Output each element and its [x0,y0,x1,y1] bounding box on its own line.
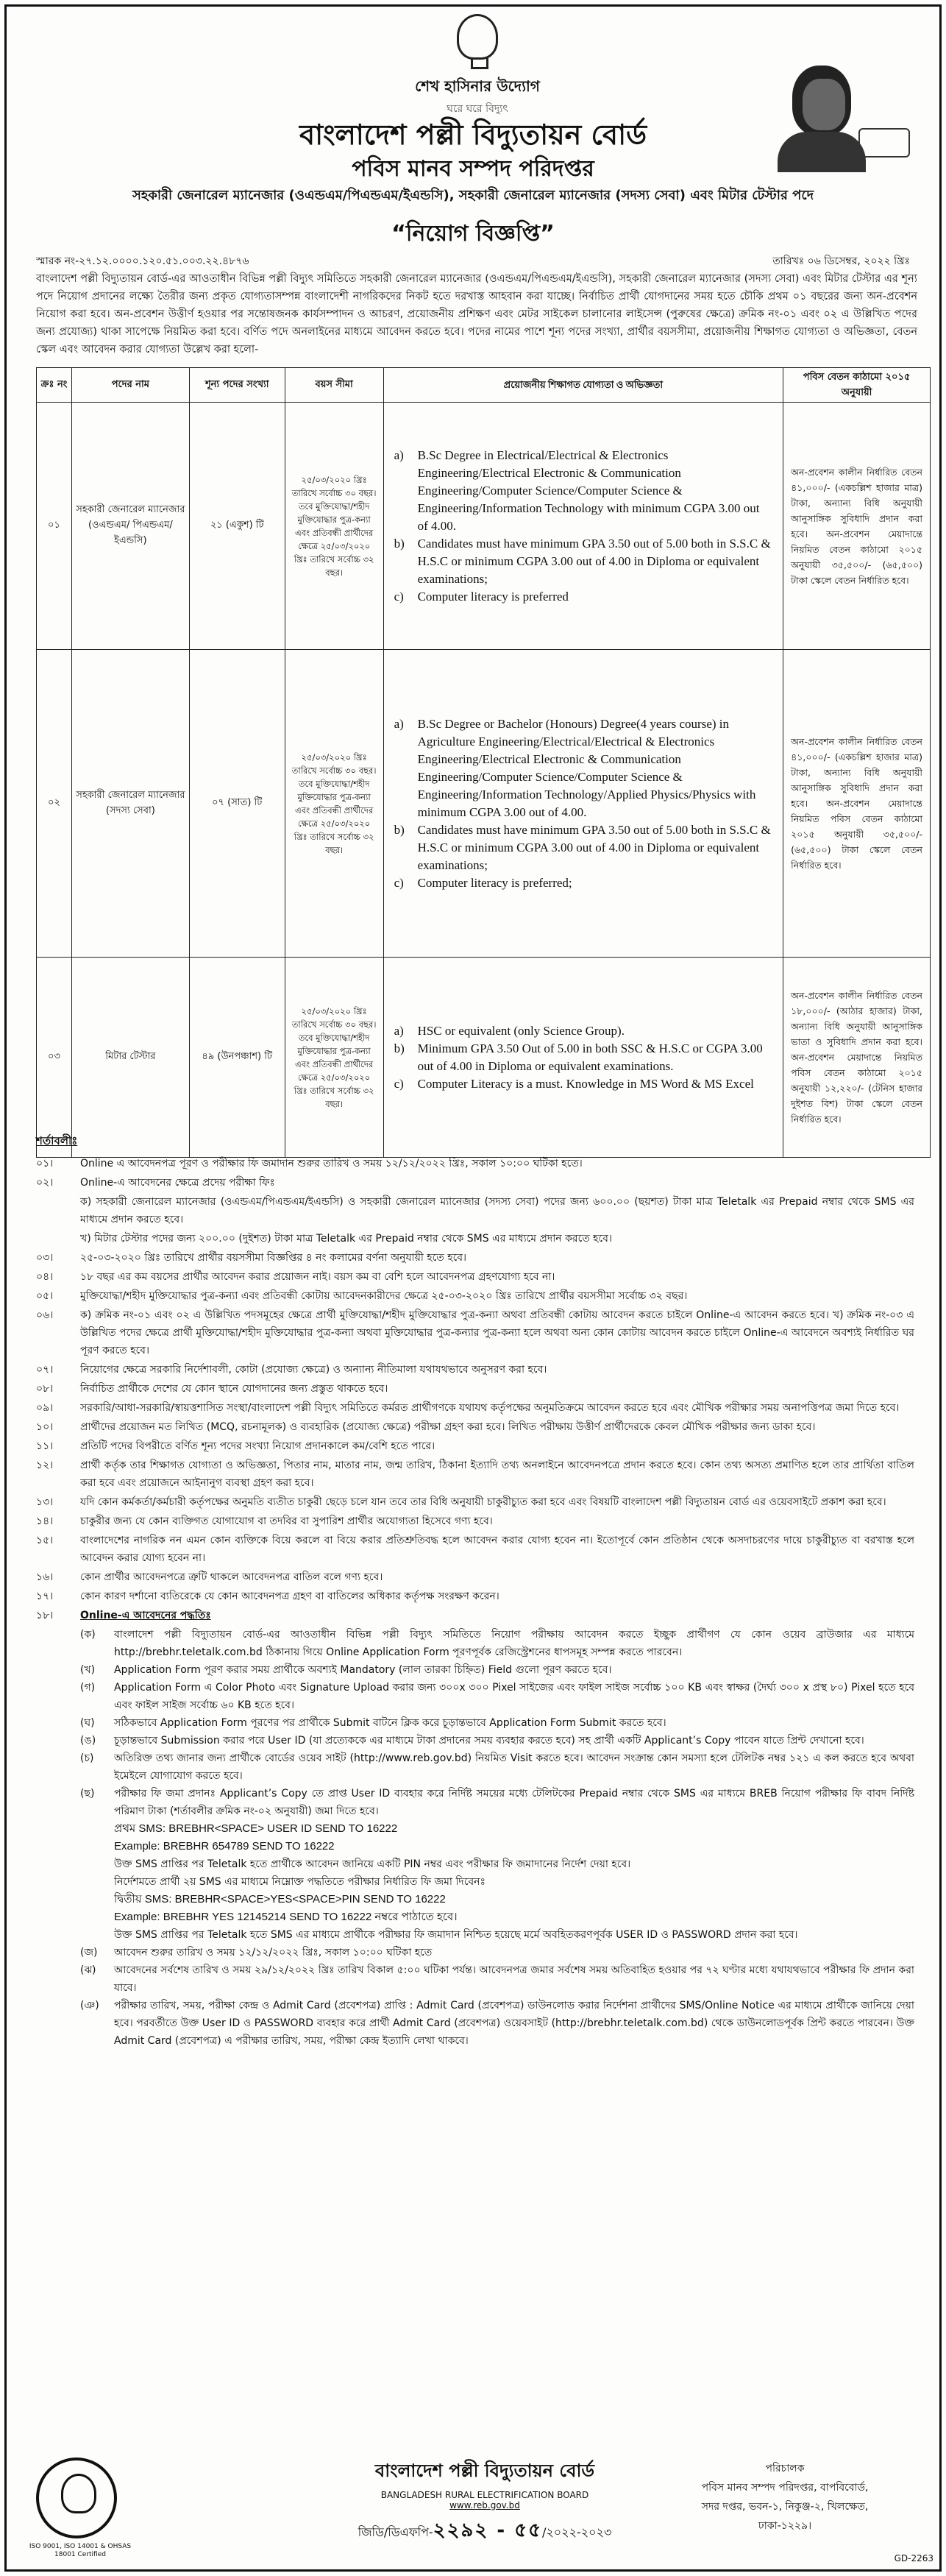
condition-item [36,1532,914,1567]
condition-number: ০১। [36,1158,54,1170]
condition-text: প্রার্থীদের প্রয়োজন মত লিখিত (MCQ, রচনামূলক) ও ব্যবহারিক (প্রযোজ্য ক্ষেত্রে) পরীক্ষা গ্রহণ করা হবে। লিখিত পরীক্ষায় উত্তীর্ণ প্রার্থীদেরকে কেবল মৌখিক পরীক্ষার জন্য ডাকা হবে। [80,1421,816,1433]
qual-text: Candidates must have minimum GPA 3.50 out of 5.00 both in S.S.C & H.S.C or minimum CGPA 3.00 out of 4.00 in Diploma or equivalent examinations; [417,536,771,586]
condition-item [36,1230,914,1248]
step-key: (ঘ) [80,1717,95,1729]
condition-number: ০৪। [36,1271,54,1283]
row-post-name: মিটার টেস্টার [71,958,189,1158]
conditions-title: শর্তাবলীঃ [36,1134,78,1147]
intro-paragraph: বাংলাদেশ পল্লী বিদ্যুতায়ন বোর্ড-এর আওতাধীন বিভিন্ন পল্লী বিদ্যুৎ সমিতিতে সহকারী জেনারেল ম্যানেজার (ওএন্ডএম/পিএন্ডএম/ইএন্ডসি), সহকারী জেনারেল ম্যানেজার (সদস্য সেবা) এবং মিটার টেস্টার এর শূন্য পদে নিয়োগ প্রদানের লক্ষ্যে তৈরীর জন্য প্রকৃত যোগ্যতাসম্পন্ন বাংলাদেশী নাগরিকদের নিকট হতে দরখাস্ত আহবান করা যাচ্ছে। নির্বাচিত প্রার্থী যোগদানের সময় হতে চৌকি প্রথম ০১ বছরের জন্য অন-প্রবেশন নিয়োগ করা হবে। অন-প্রবেশন উত্তীর্ণ হওয়ার পর সন্তোষজনক কার্যসম্পাদন ও আচরণ, প্রয়োজনীয় প্রশিক্ষণ এবং মেটর সাইকেল চালানোর লাইসেন্স (পুরুষের ক্ষেত্রে) ক্রমিক নং-০১ এবং ০২ এ উল্লিখিত পদের জন্য প্রযোজ্য) থাকা সাপেক্ষে নিয়মিত করা হবে। বর্ণিত পদে অনলাইনের মাধ্যমে আবেদন করতে হবে। পদের নামের পাশে শূন্য পদের সংখ্যা, প্রার্থীর বয়সসীমা, প্রয়োজনীয় শিক্ষাগত যোগ্যতা ও অভিজ্ঞতা, বেতন স্কেল এবং আবেদন করার যোগ্যতা উল্লেখ করা হলো- [36,273,917,355]
step-key: (ছ) [80,1788,95,1800]
condition-item [36,1399,914,1417]
qual-key: c) [394,589,404,604]
notice-title: “নিয়োগ বিজ্ঞপ্তি” [391,221,555,247]
online-step [80,1873,914,1891]
condition-item [36,1512,914,1530]
qual-text: Computer literacy is preferred [417,589,569,604]
col-header-post: পদের নাম [71,368,189,403]
step-text: আবেদন শুরুর তারিখ ও সময় ১২/১২/২০২২ খ্রিঃ, সকাল ১০:০০ ঘটিকা হতে [114,1947,433,1958]
row-age: ২৫/০৩/২০২০ খ্রিঃ তারিখে সর্বোচ্চ ৩০ বছর। তবে মুক্তিযোদ্ধা/শহীদ মুক্তিযোদ্ধার পুত্র-কন্যা এবং প্রতিবন্ধী প্রার্থীদের ক্ষেত্রে ২৫/০৩/২০২০ খ্রিঃ তারিখে সর্বোচ্চ ৩২ বছর। [285,650,383,958]
step-key: (ঙ) [80,1735,96,1747]
condition-text: খ) মিটার টেস্টার পদের জন্য ২০০.০০ (দুইশত) টাকা মাত্র Teletalk এর Prepaid নম্বার থেকে SMS এর মাধ্যমে প্রদান করতে হবে। [80,1233,612,1245]
posts-table [36,367,931,1158]
condition-number: ০৭। [36,1364,54,1376]
step-text: Example: BREBHR YES 12145214 SEND TO 16222 নম্বরে পাঠাতে হবে। [114,1911,458,1923]
condition-item [36,1380,914,1398]
online-step [80,1961,914,1997]
online-step [80,1855,914,1873]
condition-text: চাকুরীর জন্য যে কোন ব্যক্তিগত যোগাযোগ বা তদবির বা সুপারিশ প্রার্থীর অযোগ্যতা হিসেবে গণ্য হবে। [80,1515,493,1527]
col-header-salary: পবিস বেতন কাঠামো ২০১৫ অনুযায়ী [783,368,931,403]
dfp-suffix: /২০২২-২০২৩ [541,2525,612,2539]
condition-number: ০৯। [36,1402,54,1414]
condition-number: ১২। [36,1459,54,1471]
slogan-line1: শেখ হাসিনার উদ্যোগ [415,77,540,95]
col-header-sl: ক্রঃ নং [37,368,72,403]
step-text: নির্দেশমতে প্রার্থী ২য় SMS এর মাধ্যমে নিম্নোক্ত পদ্ধতিতে পরীক্ষার নির্ধারিত ফি জমা দিবেনঃ [114,1876,486,1888]
condition-text: বাংলাদেশের নাগরিক নন এমন কোন ব্যক্তিকে বিয়ে করলে বা বিয়ে করার প্রতিশ্রুতিবদ্ধ হলে আবেদন করার যোগ্য হবেন না। ইতোপূর্বে কোন প্রতিষ্ঠান থেকে অসদাচরণের দায়ে চাকুরীচ্যুত বা বরখাস্ত হলে আবেদন করার যোগ্য হবেন না। [80,1535,914,1564]
table-header-row [37,368,931,403]
qual-key: b) [394,822,405,837]
condition-number: ০৮। [36,1383,54,1395]
dfp-code: ২২৯২ - ৫৫ [433,2519,542,2541]
step-text: পরীক্ষার তারিখ, সময়, পরীক্ষা কেন্দ্র ও Admit Card (প্রবেশপত্র) প্রাপ্তি : Admit Card (প্রবেশপত্র) ডাউনলোড করার নির্দেশনা প্রার্থীদের SMS/Online Notice এর মাধ্যমে প্রার্থীকে জানিয়ে দেয়া হবে। পরবর্তীতে উক্ত User ID ও PASSWORD ব্যবহার করে প্রার্থী Admit Card (প্রবেশপত্র) ওয়েবসাইট (http://brebhr.teletalk.com.bd) থেকে ডাউনলোডপূর্বক প্রিন্ট করতে পারবেন। উক্ত Admit Card (প্রবেশপত্র) এ পরীক্ষার তারিখ, সময়, পরীক্ষা কেন্দ্র ইত্যাদি লেখা থাকবে। [114,2000,914,2047]
step-text: Application Form পূরণ করার সময় প্রার্থীকে অবশ্যই Mandatory (লাল তারকা চিহ্নিত) Field গুলো পূরণ করতে হবে। [114,1664,612,1676]
condition-number [36,1193,80,1228]
row-post-name: সহকারী জেনারেল ম্যানেজার (ওএন্ডএম/ পিএন্ডএম/ ইএন্ডসি) [71,403,189,650]
online-step [80,1749,914,1785]
condition-item [36,1361,914,1379]
condition-text: কোন প্রার্থীর আবেদনপত্রে ত্রুটি থাকলে আবেদনপত্র বাতিল বলে গণ্য হবে। [80,1571,383,1583]
step-text: উক্ত SMS প্রাপ্তির পর Teletalk হতে SMS এর মাধ্যমে প্রার্থীকে পরীক্ষার ফি জমাদান নিশ্চিত হয়েছে মর্মে অবহিতকরণপূর্বক USER ID ও PASSWORD প্রদান করা হবে। [114,1929,798,1941]
condition-number: ১৬। [36,1571,54,1583]
signatory-title: পরিচালক [765,2463,805,2474]
row-age: ২৫/০৩/২০২০ খ্রিঃ তারিখে সর্বোচ্চ ৩০ বছর। তবে মুক্তিযোদ্ধা/শহীদ মুক্তিযোদ্ধার পুত্র-কন্যা এবং প্রতিবন্ধী প্রার্থীদের ক্ষেত্রে ২৫/০৩/২০২০ খ্রিঃ তারিখে সর্বোচ্চ ৩২ বছর। [285,403,383,650]
step-text: উক্ত SMS প্রাপ্তির পর Teletalk হতে প্রার্থীকে আবেদন জানিয়ে একটি PIN নম্বর এবং পরীক্ষার ফি জমাদানের নির্দেশ দেয়া হবে। [114,1858,631,1870]
qual-key: b) [394,1041,405,1055]
qual-item [394,874,773,892]
table-row [37,403,931,650]
qual-item [394,588,773,606]
step-text: সঠিকভাবে Application Form পূরণের পর প্রার্থীকে Submit বাটনে ক্লিক করে চূড়ান্তভাবে Application Form Submit করতে হবে। [114,1717,666,1729]
col-header-age: বয়স সীমা [285,368,383,403]
footer-org-block [316,2458,654,2547]
qual-key: c) [394,875,404,890]
condition-text: মুক্তিযোদ্ধা/শহীদ মুক্তিযোদ্ধার পুত্র-কন্যা এবং প্রতিবন্ধী কোটায় আবেদনকারীদের ক্ষেত্রে ২৫-০৩-২০২০ খ্রিঃ তারিখে প্রার্থীর বয়সসীমা সর্বোচ্চ ৩২ বছর। [80,1290,688,1302]
footer-website-link[interactable]: www.reb.gov.bd [449,2500,520,2510]
condition-item [36,1568,914,1586]
condition-item [36,1457,914,1492]
step-text: বাংলাদেশ পল্লী বিদ্যুতায়ন বোর্ড-এর আওতাধীন বিভিন্ন পল্লী বিদ্যুৎ সমিতিতে নিয়োগ পরীক্ষায় আবেদন করতে ইচ্ছুক প্রার্থীগণ যে কোন ওয়েব ব্রাউজার এর মাধ্যমে http://brebhr.teletalk.com.bd ঠিকানায় গিয়ে Online Application Form পূরণপূর্বক রেজিস্ট্রেশনের ধাপসমূহ সম্পন্ন করতে পারবেন। [114,1629,914,1658]
condition-text: নিয়োগের ক্ষেত্রে সরকারি নির্দেশাবলী, কোটা (প্রযোজ্য ক্ষেত্রে) ও অন্যান্য নীতিমালা যথাযথভাবে অনুসরণ করা হবে। [80,1364,547,1376]
signatory-line2: সদর দপ্তর, ভবন-১, নিকুঞ্জ-২, খিলক্ষেত, [701,2501,869,2513]
qual-text: Candidates must have minimum GPA 3.50 out of 5.00 both in S.S.C & H.S.C or minimum CGPA 3.00 out of 4.00 in Diploma or equivalent examinations; [417,822,771,872]
signatory-line1: পবিস মানব সম্পদ পরিদপ্তর, বাপবিবোর্ড, [701,2482,869,2494]
qual-key: a) [394,447,404,462]
col-header-qualification: প্রয়োজনীয় শিক্ষাগত যোগ্যতা ও অভিজ্ঞতা [383,368,783,403]
footer-en-title: BANGLADESH RURAL ELECTRIFICATION BOARD [380,2490,589,2500]
online-step [80,1714,914,1732]
qual-text: Computer literacy is preferred; [417,875,572,890]
condition-text: প্রার্থী কর্তৃক তার শিক্ষাগত যোগ্যতা ও অভিজ্ঞতা, পিতার নাম, মাতার নাম, জন্ম তারিখ, ঠিকানা ইত্যাদি তথ্য অনলাইনে আবেদনপত্রে প্রদান করতে হবে। কোন তথ্য অসত্য প্রমাণিত হলে তার প্রার্থিতা বাতিল করা হবে এবং প্রয়োজনে আইনানুগ ব্যবস্থা গ্রহণ করা হবে। [80,1459,914,1489]
condition-item [36,1174,914,1192]
row-qualification [383,650,783,958]
condition-item [36,1306,914,1359]
sms-example-line [80,1838,914,1855]
condition-text: Online-এ আবেদনের ক্ষেত্রে প্রদেয় পরীক্ষা ফিঃ [80,1177,275,1189]
signatory-line3: ঢাকা-১২২৯। [758,2520,812,2532]
row-salary: অন-প্রবেশন কালীন নির্ধারিত বেতন ১৮,০০০/- (আঠার হাজার) টাকা, অন্যান্য বিধি অনুযায়ী আনুসাঙ্গিক ভাতা ও সুবিধাদি প্রদান করা হবে। অন-প্রবেশন মেয়াদান্তে নিয়মিত পবিস বেতন কাঠামো ২০১৫ অনুযায়ী ১২,২২০/- (টেনিস হাজার দুইশত বিশ) টাকা স্কেলে বেতন নির্ধারিত হবে। [783,958,931,1158]
condition-number: ১৭। [36,1590,54,1602]
step-key: (খ) [80,1664,96,1676]
condition-item [36,1249,914,1267]
condition-number: ১০। [36,1421,54,1433]
condition-number: ১৩। [36,1496,54,1508]
footer [7,2450,939,2568]
qual-item [394,1022,773,1040]
step-text: চূড়ান্তভাবে Submission করার পরে User ID (যা প্রত্যেককে এর মাধ্যমে টাকা প্রদানের সময় ব্যবহার করতে হবে) সহ প্রার্থী একটি Applicant’s Copy পাবেন যাতে প্রিন্ট দেখানো হবে। [114,1735,864,1747]
condition-item [36,1268,914,1286]
condition-text: ২৫-০৩-২০২০ খ্রিঃ তারিখে প্রার্থীর বয়সসীমা বিজ্ঞপ্তির ৪ নং কলামের বর্ণনা অনুযায়ী হতে হবে। [80,1252,466,1264]
advertisement-page [4,4,942,2572]
slogan-line2: ঘরে ঘরে বিদ্যুৎ [447,103,508,115]
step-key [80,1908,114,1926]
conditions-list [36,1155,914,2050]
row-post-name: সহকারী জেনারেল ম্যানেজার (সদস্য সেবা) [71,650,189,958]
condition-item [36,1437,914,1455]
condition-text: সরকারি/আধা-সরকারি/স্বায়ত্তশাসিত সংস্থা/বাংলাদেশ পল্লী বিদ্যুৎ সমিতিতে কর্মরত প্রার্থীগণকে যথাযথ কর্তৃপক্ষের অনুমতিক্রমে আবেদন করতে হবে এবং মৌখিক পরীক্ষার সময় অনাপত্তিপত্র জমা দিতে হবে। [80,1402,900,1414]
step-text: Application Form এ Color Photo এবং Signature Upload করার জন্য ৩০০x ৩০০ Pixel সাইজের এবং ফাইল সাইজ সর্বোচ্চ ১০০ KB এবং স্বাক্ষর (দৈর্ঘ্য ৩০০ x প্রস্থ ৮০) Pixel হতে হবে এবং ফাইল সাইজ সর্বোচ্চ ৬০ KB হতে হবে। [114,1682,914,1711]
qual-key: c) [394,1076,404,1091]
online-procedure-title: Online-এ আবেদনের পদ্ধতিঃ [80,1610,211,1621]
online-step [80,1679,914,1714]
posts-line: সহকারী জেনারেল ম্যানেজার (ওএন্ডএম/পিএন্ডএম/ইএন্ডসি), সহকারী জেনারেল ম্যানেজার (সদস্য সেবা) এবং মিটার টেস্টার পদে [132,188,814,203]
condition-item [36,1588,914,1605]
condition-text: Online এ আবেদনপত্র পূরণ ও পরীক্ষার ফি জমাদান শুরুর তারিখ ও সময় ১২/১২/২০২২ খ্রিঃ, সকাল ১০:০০ ঘটিকা হতে। [80,1158,583,1170]
condition-number: ১৪। [36,1515,54,1527]
row-salary: অন-প্রবেশন কালীন নির্ধারিত বেতন ৪১,০০০/- (একচল্লিশ হাজার মাত্র) টাকা, অন্যান্য বিধি অনুযায়ী আনুসাঙ্গিক সুবিধাদি প্রদান করা হবে। অন-প্রবেশন মেয়াদান্তে নিয়মিত পবিস বেতন কাঠামো ২০১৫ অনুযায়ী ৩৫,৫০০/- (৬৫,৫০০) টাকা স্কেলে বেতন নির্ধারিত হবে। [783,650,931,958]
row-salary: অন-প্রবেশন কালীন নির্ধারিত বেতন ৪১,০০০/- (একচল্লিশ হাজার মাত্র) টাকা, অন্যান্য বিধি অনুযায়ী আনুসাঙ্গিক সুবিধাদি প্রদান করা হবে। অন-প্রবেশন মেয়াদান্তে নিয়মিত বেতন কাঠামো ২০১৫ অনুযায়ী ৩৫,৫০০/- (৬৫,৫০০) টাকা স্কেলে বেতন নির্ধারিত হবে। [783,403,931,650]
step-key: (জ) [80,1947,98,1958]
step-key: (গ) [80,1682,96,1694]
online-step [80,1997,914,2050]
reb-logo-icon [36,2458,117,2538]
online-step [80,1626,914,1661]
qual-item [394,821,773,874]
step-key: (ঞ) [80,2000,99,2011]
step-key [80,1820,114,1838]
step-key [80,1926,114,1944]
sms-format-line [80,1891,914,1908]
row-sl: ০১ [37,403,72,650]
step-text: দ্বিতীয় SMS: BREBHR<SPACE>YES<SPACE>PIN SEND TO 16222 [114,1893,446,1906]
row-qualification [383,403,783,650]
online-step [80,1944,914,1961]
step-key: (ক) [80,1629,96,1641]
qual-item [394,1075,773,1093]
step-key [80,1838,114,1855]
condition-number: ০২। [36,1177,54,1189]
condition-text: ১৮ বছর এর কম বয়সের প্রার্থীর আবেদন করার প্রয়োজন নাই। বয়স কম বা বেশি হলে আবেদনপত্র গ্রহণযোগ্য হবে না। [80,1271,555,1283]
table-row [37,958,931,1158]
condition-number: ০৩। [36,1252,54,1264]
sms-format-line [80,1820,914,1838]
qual-item [394,715,773,821]
row-count: ০৭ (সাত) টি [189,650,285,958]
qual-text: Computer Literacy is a must. Knowledge in MS Word & MS Excel [417,1076,754,1091]
qual-key: a) [394,716,404,731]
step-key: (চ) [80,1752,94,1764]
condition-number: ০৬। [36,1309,54,1321]
qual-text: Minimum GPA 3.50 Out of 5.00 in both SSC & H.S.C or CGPA 3.00 out of 4.00 in Diploma or equivalent examinations. [417,1041,763,1073]
condition-number: ১৫। [36,1535,54,1546]
step-key: (ঝ) [80,1964,96,1976]
iso-certification: ISO 9001, ISO 14001 & OHSAS 18001 Certified [29,2543,132,2558]
sms-example-line [80,1908,914,1926]
condition-text: নির্বাচিত প্রার্থীকে দেশের যে কোন স্থানে যোগদানের জন্য প্রস্তুত থাকতে হবে। [80,1383,388,1395]
qual-key: b) [394,536,405,551]
org-subtitle: পবিস মানব সম্পদ পরিদপ্তর [352,156,594,182]
online-step [80,1661,914,1679]
qual-key: a) [394,1023,404,1038]
condition-item [36,1418,914,1436]
row-count: ৪৯ (উনপঞ্চাশ) টি [189,958,285,1158]
qual-text: B.Sc Degree in Electrical/Electrical & Electronics Engineering/Electrical Electronic & Communication Engineering/Computer Science/Computer Science & Engineering/Information Technology with minimum CGPA 3.00 out of 4.00. [417,447,760,533]
row-age: ২৫/০৩/২০২০ খ্রিঃ তারিখে সর্বোচ্চ ৩০ বছর। তবে মুক্তিযোদ্ধা/শহীদ মুক্তিযোদ্ধার পুত্র-কন্যা এবং প্রতিবন্ধী প্রার্থীদের ক্ষেত্রে ২৫/০৩/২০২০ খ্রিঃ তারিখে সর্বোচ্চ ৩২ বছর। [285,958,383,1158]
qual-text: HSC or equivalent (only Science Group). [417,1023,625,1038]
condition-number: ০৫। [36,1290,54,1302]
condition-text: প্রতিটি পদের বিপরীতে বর্ণিত শূন্য পদের সংখ্যা নিয়োগ প্রদানকালে কম/বেশি হতে পারে। [80,1440,435,1452]
memo-number: স্মারক নং-২৭.১২.০০০০.১২০.৫১.০০৩.২২.৪৮৭৬ [36,255,249,267]
qual-item [394,447,773,535]
step-text: পরীক্ষার ফি জমা প্রদানঃ Applicant’s Copy তে প্রাপ্ত User ID ব্যবহার করে নির্দিষ্ট সময়ের মধ্যে টেলিটকের Prepaid নম্বার থেকে SMS এর মাধ্যমে BREB নিয়োগ পরীক্ষার ফি বাবদ নির্দিষ্ট পরিমাণ টাকা (শর্তাবলীর ক্রমিক নং-০২ অনুযায়ী) জমা দিতে হবে। [114,1788,914,1817]
condition-number [36,1230,80,1248]
row-count: ২১ (একুশ) টি [189,403,285,650]
step-text: Example: BREBHR 654789 SEND TO 16222 [114,1840,335,1853]
dfp-reference [316,2515,654,2547]
step-text: অতিরিক্ত তথ্য জানার জন্য প্রার্থীকে বোর্ডের ওয়েব সাইট (http://www.reb.gov.bd) নিয়মিত Visit করতে হবে। আবেদন সংক্রান্ত কোন সমস্যা হলে টেলিটক নম্বর ১২১ এ কল করতে হবে অথবা ইমেইলে যোগাযোগ করতে হবে। [114,1752,914,1782]
table-row [37,650,931,958]
bulb-icon [457,14,498,60]
col-header-count: শূন্য পদের সংখ্যা [189,368,285,403]
condition-text: কোন কারণ দর্শানো ব্যতিরেকে যে কোন আবেদনপত্র গ্রহণ বা বাতিলের অধিকার কর্তৃপক্ষ সংরক্ষণ করেন। [80,1590,499,1602]
qual-item [394,1040,773,1075]
notice-date: তারিখঃ ০৬ ডিসেম্বর, ২০২২ খ্রিঃ [772,255,910,267]
step-text: প্রথম SMS: BREBHR<SPACE> USER ID SEND TO 16222 [114,1822,398,1835]
org-title: বাংলাদেশ পল্লী বিদ্যুতায়ন বোর্ড [299,118,647,151]
online-procedure-heading [36,1607,914,1624]
condition-item [36,1287,914,1305]
step-key [80,1891,114,1908]
online-step [80,1785,914,1820]
dfp-prefix: জিডি/ডিএফপি- [358,2525,433,2539]
condition-item [36,1193,914,1228]
condition-number: ১৮। [36,1610,54,1621]
qual-item [394,535,773,588]
step-key [80,1855,114,1873]
footer-bn-title: বাংলাদেশ পল্লী বিদ্যুতায়ন বোর্ড [374,2460,595,2481]
condition-number: ১১। [36,1440,54,1452]
condition-item [36,1155,914,1172]
condition-text: ক) সহকারী জেনারেল ম্যানেজার (ওএন্ডএম/পিএন্ডএম/ইএন্ডসি) ও সহকারী জেনারেল ম্যানেজার (সদস্য সেবা) পদের জন্য ৬০০.০০ (ছয়শত) টাকা মাত্র Teletalk এর Prepaid নম্বার থেকে SMS এর মাধ্যমে প্রদান করতে হবে। [80,1196,914,1225]
step-text: আবেদনের সর্বশেষ তারিখ ও সময় ২৯/১২/২০২২ খ্রিঃ তারিখ বিকাল ৫:০০ ঘটিকা পর্যন্ত। আবেদনপত্র জমার সর্বশেষ সময় অতিবাহিত হওয়ার পর ৭২ ঘণ্টার মধ্যে যথাযথভাবে পরীক্ষার ফি প্রদান করা যাবে। [114,1964,914,1994]
row-qualification [383,958,783,1158]
online-step [80,1732,914,1749]
condition-text: যদি কোন কর্মকর্তা/কর্মচারী কর্তৃপক্ষের অনুমতি ব্যতীত চাকুরী ছেড়ে চলে যান তবে তার বিধি অনুযায়ী চাকুরীচ্যুত করা হবে এবং বিষয়টি বাংলাদেশ পল্লী বিদ্যুতায়ন বোর্ড এর ওয়েবসাইটে প্রকাশ করা হবে। [80,1496,886,1508]
gd-number: GD-2263 [894,2553,933,2563]
row-sl: ০২ [37,650,72,958]
footer-signatory [660,2459,910,2536]
online-step [80,1926,914,1944]
campaign-logo [389,14,566,115]
condition-item [36,1493,914,1511]
step-key [80,1873,114,1891]
qual-text: B.Sc Degree or Bachelor (Honours) Degree(4 years course) in Agriculture Engineering/Electrical/Electrical & Electronics Engineering/Electrical Electronic & Communication Engineering/Computer Science/Computer Science & Engineering/Information Technology/Applied Physics/Physics with minimum CGPA 3.00 out of 4.00. [417,716,756,819]
condition-text: ক) ক্রমিক নং-০১ এবং ০২ এ উল্লিখিত পদসমূহের ক্ষেত্রে প্রার্থী মুক্তিযোদ্ধা/শহীদ মুক্তিযোদ্ধার পুত্র-কন্যা অথবা প্রতিবন্ধী কোটায় আবেদন করতে চাইলে Online-এ আবেদন করতে হবে। খ) ক্রমিক নং-০৩ এ উল্লিখিত পদের ক্ষেত্রে প্রার্থী মুক্তিযোদ্ধা/শহীদ মুক্তিযোদ্ধার পুত্র-কন্যা অথবা মুক্তিযোদ্ধার পুত্র-কন্যার পুত্র-কন্যা হলে অথবা অন্য কোন কোটায় আবেদন করতে চাইলে Online-এ আবেদনে অবশ্যই নির্ধারিত ঘর পূরণ করতে হবে। [80,1309,914,1356]
row-sl: ০৩ [37,958,72,1158]
